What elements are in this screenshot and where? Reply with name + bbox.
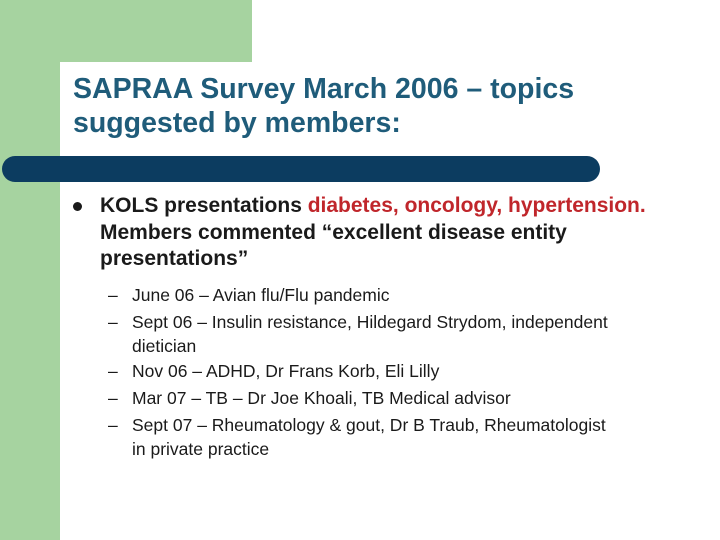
- main-bullet-highlight: diabetes, oncology, hypertension.: [307, 194, 646, 217]
- dash-icon: –: [108, 388, 118, 408]
- list-item: [108, 309, 608, 358]
- list-item: [108, 282, 608, 309]
- dash-icon: –: [108, 285, 118, 305]
- dash-icon: –: [108, 361, 118, 381]
- main-bullet: [73, 193, 653, 273]
- main-bullet-text: [100, 193, 653, 273]
- dash-icon: –: [108, 415, 118, 435]
- bullet-dot-icon: [73, 202, 82, 211]
- sub-bullet-text: Nov 06 – ADHD, Dr Frans Korb, Eli Lilly: [132, 361, 440, 381]
- green-top-block: [0, 0, 252, 62]
- title-divider-bar: [2, 156, 600, 182]
- main-bullet-part2: Members commented “excellent disease entity presentations”: [100, 220, 567, 270]
- sub-bullet-list: [108, 282, 608, 461]
- dash-icon: –: [108, 312, 118, 332]
- list-item: [108, 358, 608, 385]
- sub-bullet-text: Sept 06 – Insulin resistance, Hildegard Strydom, independent dietician: [132, 312, 608, 356]
- list-item: [108, 412, 608, 461]
- green-side-bar: [0, 0, 60, 540]
- sub-bullet-text: Mar 07 – TB – Dr Joe Khoali, TB Medical advisor: [132, 388, 511, 408]
- sub-bullet-text: Sept 07 – Rheumatology & gout, Dr B Traub, Rheumatologist in private practice: [132, 415, 606, 459]
- main-bullet-part1: KOLS presentations: [100, 194, 308, 217]
- list-item: [108, 385, 608, 412]
- slide-title: SAPRAA Survey March 2006 – topics suggested by members:: [73, 73, 575, 139]
- sub-bullet-text: June 06 – Avian flu/Flu pandemic: [132, 285, 390, 305]
